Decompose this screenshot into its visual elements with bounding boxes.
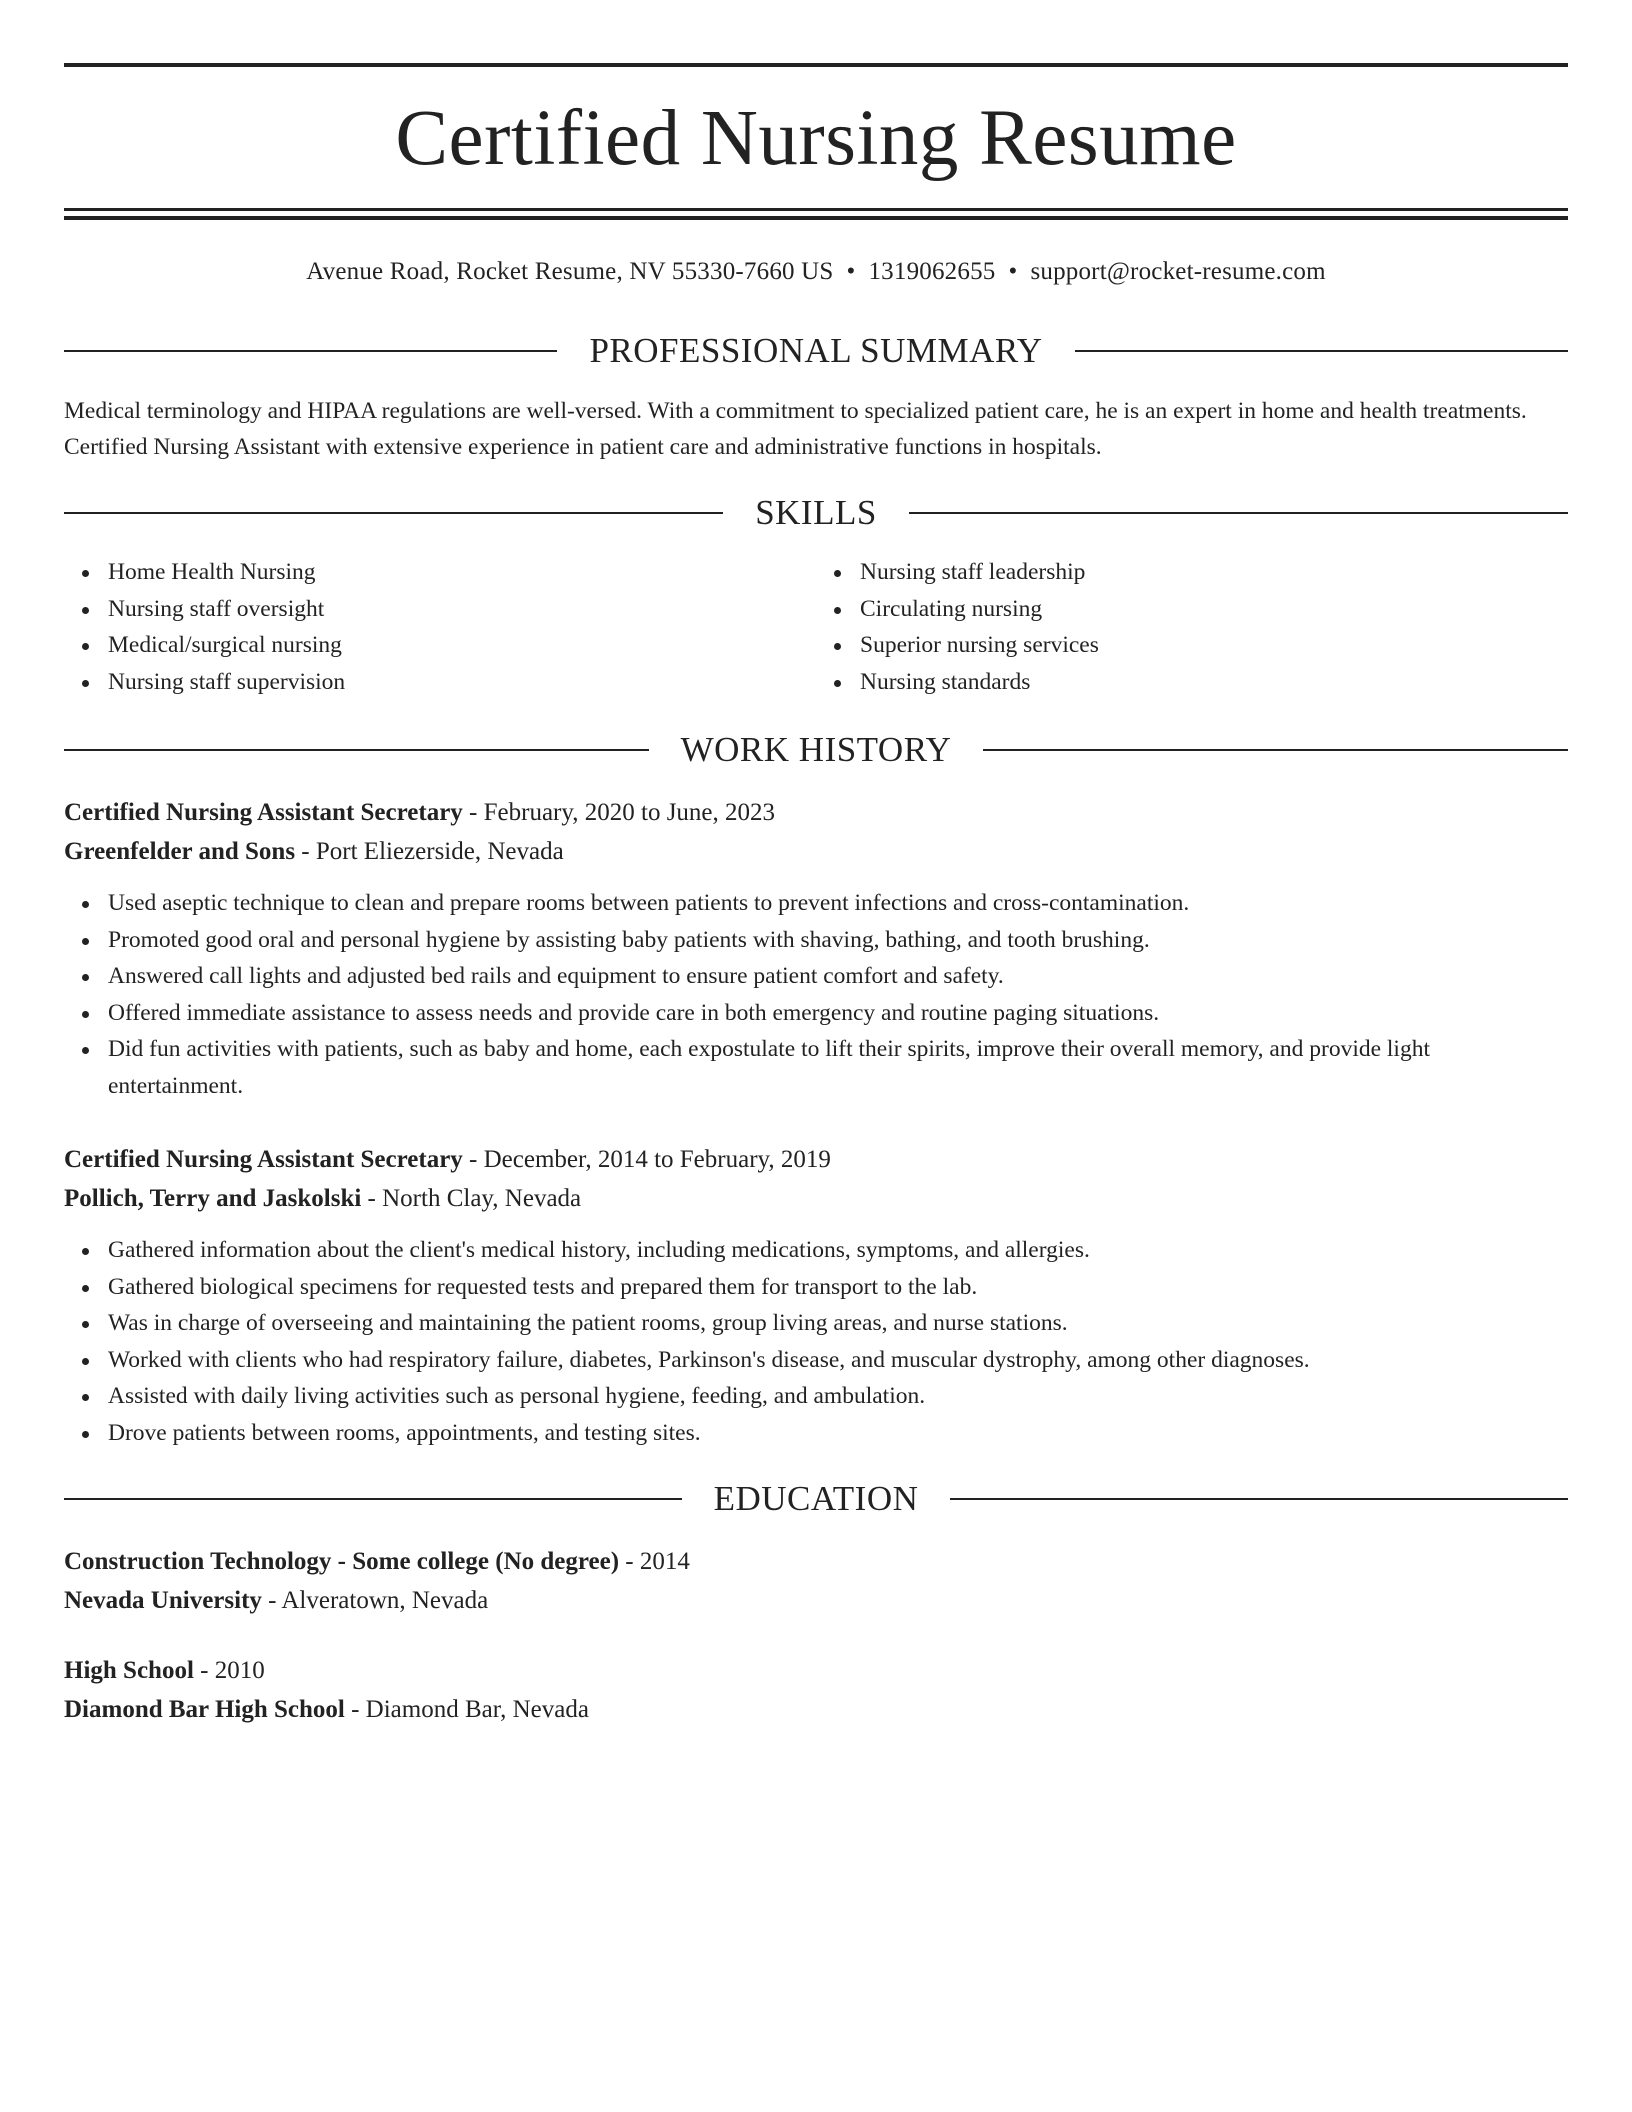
work-heading-label: WORK HISTORY [680, 730, 952, 769]
job-bullet: Worked with clients who had respiratory failure, diabetes, Parkinson's disease, and muscular dystrophy, among other diagnoses. [108, 1342, 1568, 1379]
job-bullet: Promoted good oral and personal hygiene by assisting baby patients with shaving, bathing, and tooth brushing. [108, 922, 1568, 959]
education-section-heading [64, 1481, 1568, 1516]
skill-item: Home Health Nursing [108, 554, 816, 591]
skill-item: Nursing staff oversight [108, 591, 816, 628]
summary-section-heading [64, 333, 1568, 368]
summary-text: Medical terminology and HIPAA regulations are well-versed. With a commitment to specialized patient care, he is an expert in home and health treatments. Certified Nursing Assistant with extensive experience in patient care and administrative functions in hospitals. [64, 398, 1527, 460]
heading-rule [64, 512, 723, 514]
job-bullets [64, 885, 1568, 1104]
contact-separator: • [1008, 258, 1018, 285]
job-dates: - February, 2020 to June, 2023 [462, 799, 776, 826]
contact-address: Avenue Road, Rocket Resume, NV 55330-7660 US [306, 258, 834, 285]
job-company-line [64, 832, 1568, 871]
education-entry [64, 1542, 1568, 1620]
education-entry [64, 1651, 1568, 1729]
education-location: - Diamond Bar, Nevada [344, 1696, 589, 1723]
skills-column-right [816, 554, 1568, 700]
education-year: - 2010 [193, 1657, 265, 1684]
resume-page [64, 63, 1568, 1729]
job-bullet: Did fun activities with patients, such as baby and home, each expostulate to lift their spirits, improve their overall memory, and provide light entertainment. [108, 1031, 1568, 1104]
skill-item: Nursing staff leadership [860, 554, 1568, 591]
job-bullet: Was in charge of overseeing and maintaining the patient rooms, group living areas, and nurse stations. [108, 1305, 1568, 1342]
heading-rule [909, 512, 1568, 514]
job-bullet: Offered immediate assistance to assess needs and provide care in both emergency and routine paging situations. [108, 995, 1568, 1032]
education-degree: Construction Technology - Some college (No degree) [64, 1548, 620, 1575]
summary-heading-label: PROFESSIONAL SUMMARY [589, 331, 1043, 370]
skills-column-left [64, 554, 816, 700]
skill-item: Circulating nursing [860, 591, 1568, 628]
heading-rule [950, 1498, 1568, 1500]
work-section-heading [64, 732, 1568, 767]
education-location: - Alveratown, Nevada [261, 1587, 489, 1614]
job-bullet: Used aseptic technique to clean and prepare rooms between patients to prevent infections and cross-contamination. [108, 885, 1568, 922]
job-bullet: Gathered information about the client's medical history, including medications, symptoms, and allergies. [108, 1232, 1568, 1269]
job-location: - Port Eliezerside, Nevada [295, 838, 564, 865]
heading-rule [983, 749, 1568, 751]
job-title-line [64, 1140, 1568, 1179]
job-title: Certified Nursing Assistant Secretary [64, 1146, 463, 1173]
skills-list [64, 554, 1568, 700]
contact-email: support@rocket-resume.com [1030, 258, 1326, 285]
heading-rule [64, 1498, 682, 1500]
job-company: Pollich, Terry and Jaskolski [64, 1185, 362, 1212]
job-title-line [64, 793, 1568, 832]
job-company: Greenfelder and Sons [64, 838, 296, 865]
skill-item: Nursing standards [860, 664, 1568, 701]
skill-item: Nursing staff supervision [108, 664, 816, 701]
job-bullet: Drove patients between rooms, appointments, and testing sites. [108, 1415, 1568, 1452]
heading-rule [64, 350, 557, 352]
job-bullet: Gathered biological specimens for requested tests and prepared them for transport to the lab. [108, 1269, 1568, 1306]
job-location: - North Clay, Nevada [361, 1185, 582, 1212]
skills-heading-label: SKILLS [755, 493, 877, 532]
skill-item: Superior nursing services [860, 627, 1568, 664]
education-degree: High School [64, 1657, 194, 1684]
title-double-rule [64, 208, 1568, 220]
education-year: - 2014 [619, 1548, 690, 1575]
job-bullet: Answered call lights and adjusted bed rails and equipment to ensure patient comfort and safety. [108, 958, 1568, 995]
contact-separator: • [846, 258, 856, 285]
job-entry [64, 1140, 1568, 1451]
skills-section-heading [64, 495, 1568, 530]
education-heading-label: EDUCATION [713, 1479, 919, 1518]
job-title: Certified Nursing Assistant Secretary [64, 799, 463, 826]
skill-item: Medical/surgical nursing [108, 627, 816, 664]
job-entry [64, 793, 1568, 1104]
heading-rule [64, 749, 649, 751]
job-bullet: Assisted with daily living activities such as personal hygiene, feeding, and ambulation. [108, 1378, 1568, 1415]
education-school: Diamond Bar High School [64, 1696, 345, 1723]
education-school-line [64, 1581, 1568, 1620]
resume-title: Certified Nursing Resume [395, 95, 1237, 182]
job-bullets [64, 1232, 1568, 1451]
job-dates: - December, 2014 to February, 2019 [462, 1146, 831, 1173]
education-school-line [64, 1690, 1568, 1729]
education-school: Nevada University [64, 1587, 262, 1614]
job-company-line [64, 1179, 1568, 1218]
education-degree-line [64, 1542, 1568, 1581]
education-degree-line [64, 1651, 1568, 1690]
heading-rule [1075, 350, 1568, 352]
contact-phone: 1319062655 [868, 258, 996, 285]
contact-line [64, 258, 1568, 286]
